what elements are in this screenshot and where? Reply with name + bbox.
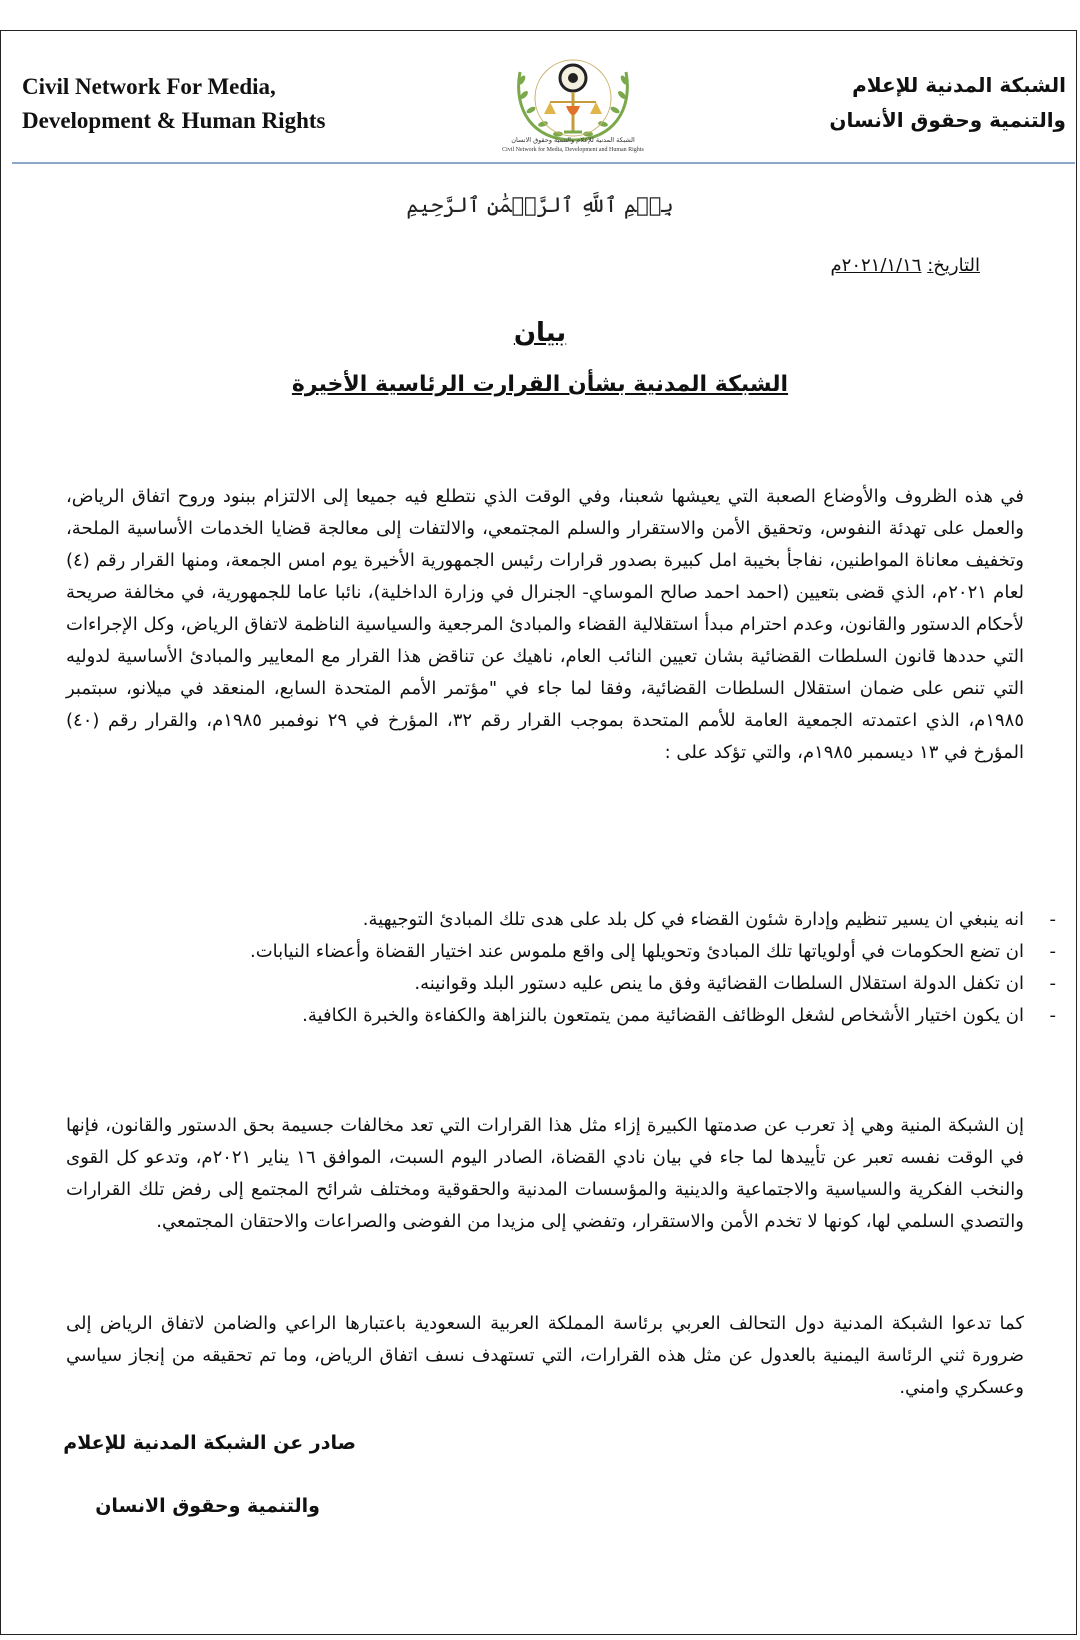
paragraph-intro: في هذه الظروف والأوضاع الصعبة التي يعيشها شعبنا، وفي الوقت الذي نتطلع فيه جميعا إلى الالتزام ببنود وروح اتفاق الرياض، والعمل على تهدئة النفوس، وتحقيق الأمن والاستقرار والسلم المجتمعي، والالتفات إلى معالجة قضايا الخدمات الأساسية الملحة، وتخفيف معاناة المواطنين، نفاجأ بخيبة امل كبيرة بصدور قرارات رئيس الجمهورية الأخيرة يوم امس الجمعة، ومنها القرار رقم (٤) لعام ٢٠٢١م، الذي قضى بتعيين (احمد احمد صالح الموساي- الجنرال في وزارة الداخلية)، نائبا عاما للجمهورية، في مخالفة صريحة لأحكام الدستور والقانون، وعدم احترام مبدأ استقلالية القضاء والمبادئ المرجعية والسياسية الناظمة لاتفاق الرياض، وكل الإجراءات التي حددها قانون السلطات القضائية بشان تعيين النائب العام، ناهيك عن تناقض هذا القرار مع المعايير والمبادئ الأساسية لدوليه التي تنص على ضمان استقلال السلطات القضائية، وفقا لما جاء في "مؤتمر الأمم المتحدة السابع، المنعقد في ميلانو، سبتمبر ١٩٨٥م، الذي اعتمدته الجمعية العامة للأمم المتحدة بموجب القرار رقم ٣٢، المؤرخ في ٢٩ نوفمبر ١٩٨٥م، والقرار رقم (٤٠) المؤرخ في ١٣ ديسمبر ١٩٨٥م، والتي تؤكد على : <box>66 486 1025 763</box>
org-name-arabic-line2: والتنمية وحقوق الأنسان <box>829 108 1066 132</box>
document-subtitle: الشبكة المدنية بشأن القرارت الرئاسية الأخيرة <box>291 372 789 397</box>
logo-caption-english: Civil Network for Media, Development and Human Rights <box>502 147 644 153</box>
org-name-english-line2: Development & Human Rights <box>22 108 326 133</box>
org-name-english-line1: Civil Network For Media, <box>22 74 276 99</box>
basmala: بِسۡمِ ٱللَّهِ ٱلرَّحۡمَٰنِ ٱلرَّحِيمِ <box>406 193 674 217</box>
list-item: - انه ينبغي ان يسير تنظيم وإدارة شئون القضاء في كل بلد على هدى تلك المبادئ التوجيهية. <box>66 904 1024 936</box>
paragraph-position: إن الشبكة المنية وهي إذ تعرب عن صدمتها الكبيرة إزاء مثل هذا القرارات التي تعد مخالفات جسيمة بحق الدستور والقانون، فإنها في الوقت نفسه تعبر عن تأييدها لما جاء في بيان نادي القضاة، الصادر اليوم السبت، الموافق ١٦ يناير ٢٠٢١م، وتدعو كل القوى والنخب الفكرية والسياسية والاجتماعية والدينية والمؤسسات المدنية والحقوقية ومختلف شرائح المجتمع إلى رفض تلك القرارات والتصدي السلمي لها، كونها لا تخدم الأمن والاستقرار، وتفضي إلى مزيدا من الفوضى والصراعات والاحتقان المجتمعي. <box>66 1115 1024 1232</box>
document-title: بيان <box>513 318 567 348</box>
list-item: - ان تضع الحكومات في أولوياتها تلك المبادئ وتحويلها إلى واقع ملموس عند اختيار القضاة وأعضاء النيابات. <box>66 936 1024 968</box>
document-date <box>831 255 981 276</box>
list-item: - ان تكفل الدولة استقلال السلطات القضائية وفق ما ينص عليه دستور البلد وقوانينه. <box>66 968 1024 1000</box>
org-name-english <box>22 70 442 138</box>
list-item: - ان يكون اختيار الأشخاص لشغل الوظائف القضائية ممن يتمتعون بالنزاهة والكفاءة والخبرة الكافية. <box>66 1000 1024 1032</box>
date-label: التاريخ: <box>927 255 980 276</box>
org-name-arabic <box>766 68 1066 138</box>
principles-list <box>66 904 1060 1032</box>
logo-caption-arabic: الشبكة المدنية للإعلام والتنمية وحقوق الانسان <box>511 136 635 144</box>
paragraph-appeal: كما تدعوا الشبكة المدنية دول التحالف العربي برئاسة المملكة العربية السعودية باعتبارها الراعي والضامن لاتفاق الرياض إلى ضرورة ثني الرئاسة اليمنية بالعدول عن مثل هذه القرارات، التي تستهدف نسف اتفاق الرياض، وما تم تحقيقه من إنجاز سياسي وعسكري وامني. <box>66 1313 1024 1398</box>
date-value: ٢٠٢١/١/١٦م <box>830 255 922 276</box>
org-name-arabic-line1: الشبكة المدنية للإعلام <box>852 73 1066 97</box>
signature-line1: صادر عن الشبكة المدنية للإعلام <box>63 1432 356 1454</box>
signature-line2: والتنمية وحقوق الانسان <box>95 1495 320 1517</box>
header-divider <box>12 162 1075 164</box>
